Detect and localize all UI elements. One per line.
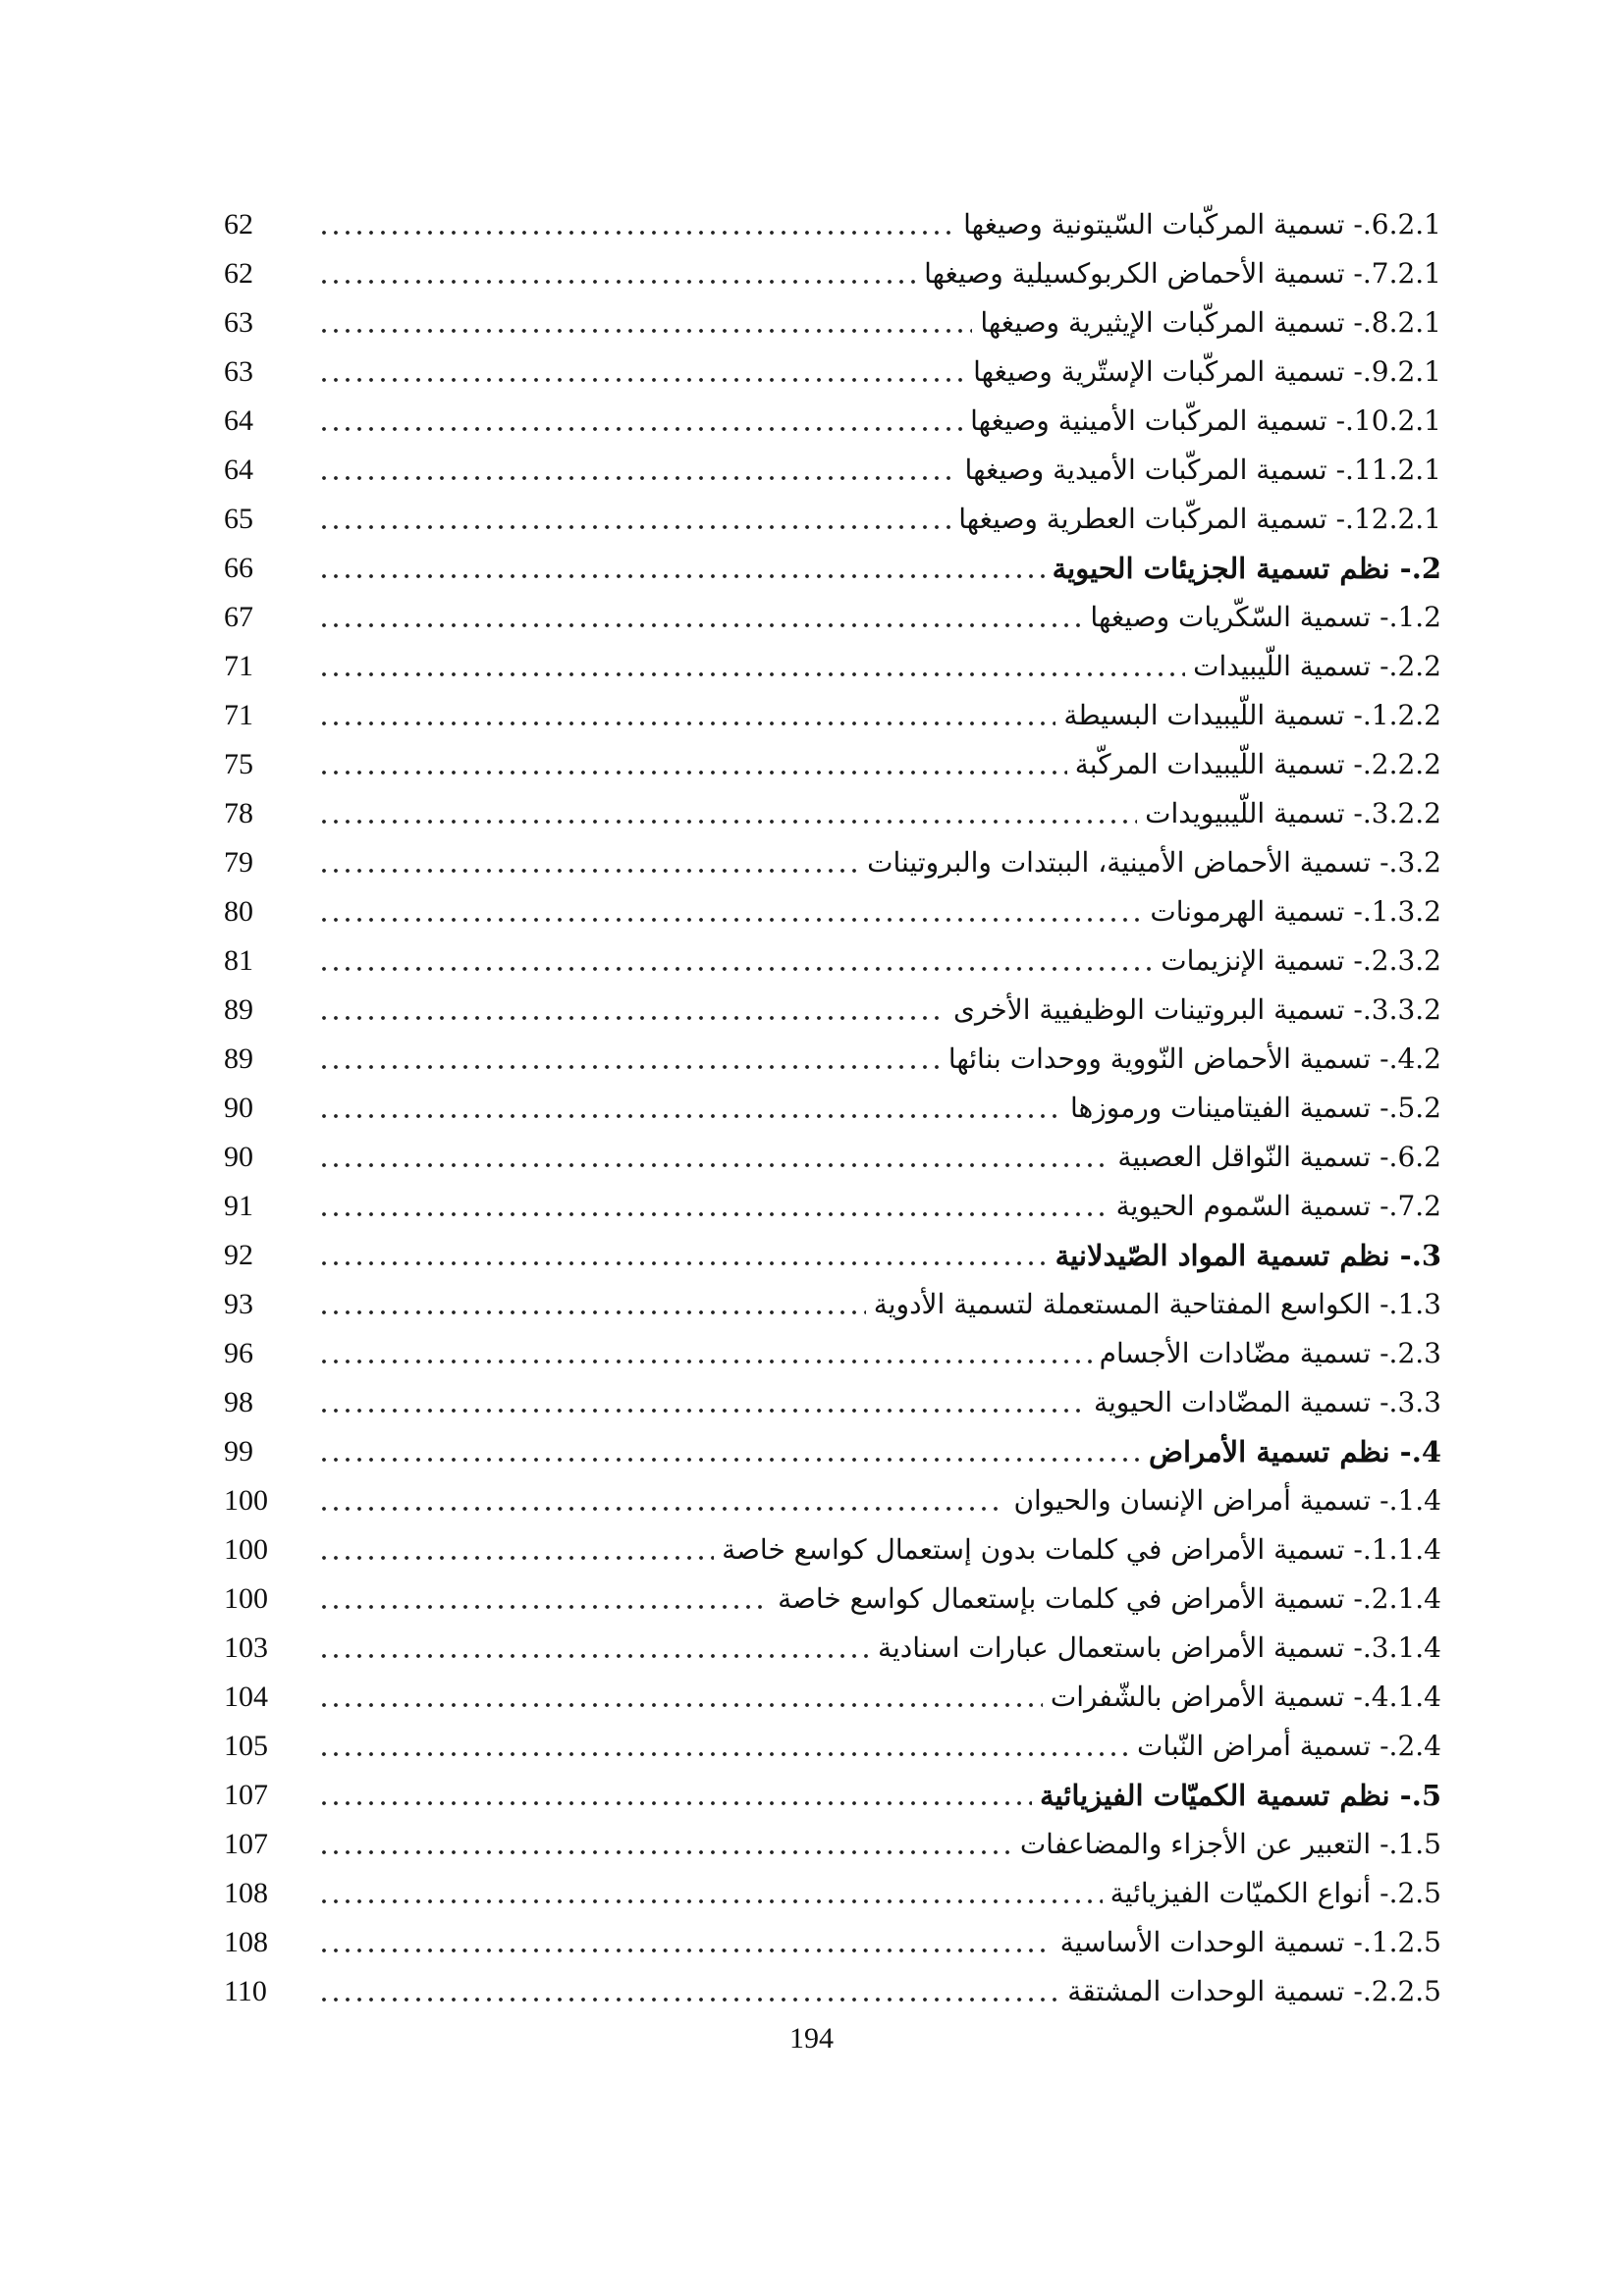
toc-entry	[224, 1575, 1441, 1624]
dot-leader	[318, 1064, 941, 1070]
dot-leader	[318, 1015, 946, 1021]
toc-entry-title: 4.2.- تسمية الأحماض النّووية ووحدات بنائها	[947, 1042, 1441, 1075]
toc-entry	[224, 1624, 1441, 1673]
dot-leader	[318, 1751, 1129, 1757]
toc-entry-page: 62	[224, 208, 253, 240]
toc-entry	[224, 1280, 1441, 1329]
toc-entry	[224, 1967, 1441, 2016]
toc-entry-page: 105	[224, 1730, 268, 1762]
toc-entry-page: 100	[224, 1582, 268, 1615]
toc-entry	[224, 200, 1441, 249]
toc-entry-title: 11.2.1.- تسمية المركّبات الأميدية وصيغها	[964, 454, 1441, 486]
toc-entry-page: 89	[224, 993, 253, 1026]
toc-entry	[224, 397, 1441, 446]
dot-leader	[318, 819, 1137, 825]
toc-entry-page: 75	[224, 748, 253, 780]
dot-leader	[318, 475, 957, 481]
toc-entry-title: 6.2.- تسمية النّواقل العصبية	[1117, 1141, 1441, 1173]
toc-entry	[224, 1133, 1441, 1182]
toc-entry-title: 6.2.1.- تسمية المركّبات السّيتونية وصيغها	[963, 208, 1441, 240]
toc-entry-page: 90	[224, 1141, 253, 1173]
toc-entry-title: 7.2.1.- تسمية الأحماض الكربوكسيلية وصيغها	[924, 257, 1441, 290]
dot-leader	[318, 1997, 1059, 2002]
toc-entry-page: 79	[224, 846, 253, 879]
toc-entry-title: 1.3.- الكواسع المفتاحية المستعملة لتسمية الأدوية	[873, 1288, 1441, 1320]
toc-entry-page: 64	[224, 454, 253, 486]
toc-section-title: 4.- نظم تسمية الأمراض	[1148, 1434, 1441, 1468]
toc-entry-page: 104	[224, 1681, 268, 1713]
toc-entry	[224, 1476, 1441, 1525]
toc-entry-page: 71	[224, 699, 253, 731]
toc-entry-page: 107	[224, 1779, 268, 1811]
toc-entry	[224, 1378, 1441, 1427]
toc-entry	[224, 1329, 1441, 1378]
toc-entry-page: 100	[224, 1484, 268, 1517]
toc-entry	[224, 1525, 1441, 1575]
toc-entry-title: 2.5.- أنواع الكميّات الفيزيائية	[1109, 1877, 1441, 1909]
toc-entry-title: 5.2.- تسمية الفيتامينات ورموزها	[1069, 1092, 1441, 1124]
toc-entry-title: 2.2.2.- تسمية اللّيبيدات المركّبة	[1074, 748, 1441, 780]
toc-entry	[224, 691, 1441, 740]
toc-entry	[224, 593, 1441, 642]
toc-entry-title: 4.1.4.- تسمية الأمراض بالشّفرات	[1050, 1681, 1441, 1713]
dot-leader	[318, 622, 1082, 628]
toc-entry-page: 64	[224, 404, 253, 437]
dot-leader	[318, 1948, 1053, 1953]
toc-entry	[224, 249, 1441, 298]
toc-entry-title: 1.4.- تسمية أمراض الإنسان والحيوان	[1013, 1484, 1441, 1517]
toc-entry-title: 3.3.- تسمية المضّادات الحيوية	[1093, 1386, 1441, 1418]
dot-leader	[318, 1211, 1109, 1217]
toc-entry-page: 92	[224, 1239, 253, 1271]
toc-entry	[224, 1035, 1441, 1084]
toc-entry-page: 103	[224, 1631, 268, 1664]
toc-entry-title: 2.2.- تسمية اللّيبيدات	[1193, 650, 1441, 682]
toc-entry	[224, 1918, 1441, 1967]
dot-leader	[318, 671, 1185, 677]
dot-leader	[318, 917, 1142, 923]
dot-leader	[318, 721, 1055, 726]
toc-entry-page: 91	[224, 1190, 253, 1222]
toc-entry	[224, 642, 1441, 691]
dot-leader	[318, 1408, 1086, 1414]
toc-entry-title: 1.2.2.- تسمية اللّيبيدات البسيطة	[1063, 699, 1441, 731]
dot-leader	[318, 1849, 1012, 1855]
toc-entry-page: 90	[224, 1092, 253, 1124]
toc-entry-title: 3.1.4.- تسمية الأمراض باستعمال عبارات اسنادية	[877, 1631, 1441, 1664]
dot-leader	[318, 1457, 1141, 1463]
toc-entry	[224, 789, 1441, 838]
toc-entry	[224, 298, 1441, 347]
toc-section-heading	[224, 544, 1441, 593]
toc-entry	[224, 1673, 1441, 1722]
toc-entry	[224, 887, 1441, 936]
toc-entry-page: 66	[224, 552, 253, 584]
toc-entry-page: 78	[224, 797, 253, 829]
toc-entry-title: 2.3.- تسمية مضّادات الأجسام	[1099, 1337, 1441, 1369]
toc-entry	[224, 495, 1441, 544]
toc-entry-title: 9.2.1.- تسمية المركّبات الإستّرية وصيغها	[973, 355, 1441, 388]
toc-entry-page: 108	[224, 1926, 268, 1958]
toc-entry-title: 8.2.1.- تسمية المركّبات الإيثيرية وصيغها	[980, 306, 1441, 339]
toc-entry-page: 96	[224, 1337, 253, 1369]
toc-section-title: 3.- نظم تسمية المواد الصّيدلانية	[1055, 1238, 1441, 1272]
toc-entry	[224, 838, 1441, 887]
toc-entry-page: 89	[224, 1042, 253, 1075]
toc-entry-page: 80	[224, 895, 253, 928]
dot-leader	[318, 1800, 1032, 1806]
toc-entry-page: 108	[224, 1877, 268, 1909]
dot-leader	[318, 328, 972, 334]
toc-entry-page: 62	[224, 257, 253, 290]
toc-entry	[224, 1182, 1441, 1231]
toc-entry	[224, 1820, 1441, 1869]
toc-entry-title: 2.2.5.- تسمية الوحدات المشتقة	[1067, 1975, 1441, 2007]
toc-entry-page: 98	[224, 1386, 253, 1418]
toc-section-heading	[224, 1427, 1441, 1476]
toc-section-title: 2.- نظم تسمية الجزيئات الحيوية	[1052, 551, 1441, 585]
dot-leader	[318, 770, 1067, 775]
dot-leader	[318, 1506, 1005, 1512]
toc-entry-page: 63	[224, 306, 253, 339]
toc-entry-title: 3.2.2.- تسمية اللّيبيويدات	[1145, 797, 1441, 829]
dot-leader	[318, 230, 955, 236]
toc-entry-page: 65	[224, 503, 253, 535]
dot-leader	[318, 426, 962, 432]
toc-entry-title: 2.4.- تسمية أمراض النّبات	[1137, 1730, 1441, 1762]
toc-entry	[224, 1722, 1441, 1771]
toc-entry-page: 99	[224, 1435, 253, 1468]
dot-leader	[318, 1555, 714, 1561]
dot-leader	[318, 966, 1153, 972]
dot-leader	[318, 1653, 870, 1659]
toc-section-heading	[224, 1771, 1441, 1820]
toc-entry-page: 110	[224, 1975, 267, 2007]
dot-leader	[318, 1260, 1048, 1266]
dot-leader	[318, 1898, 1103, 1904]
toc-section-title: 5.- نظم تسمية الكميّات الفيزيائية	[1039, 1778, 1441, 1812]
table-of-contents	[224, 200, 1441, 2016]
dot-leader	[318, 868, 859, 874]
toc-entry-page: 67	[224, 601, 253, 633]
toc-entry-title: 1.5.- التعبير عن الأجزاء والمضاعفات	[1019, 1828, 1441, 1860]
toc-section-heading	[224, 1231, 1441, 1280]
toc-entry-title: 10.2.1.- تسمية المركّبات الأمينية وصيغها	[970, 404, 1441, 437]
toc-entry-title: 1.2.5.- تسمية الوحدات الأساسية	[1059, 1926, 1441, 1958]
dot-leader	[318, 1604, 770, 1610]
dot-leader	[318, 1113, 1062, 1119]
toc-entry-title: 1.1.4.- تسمية الأمراض في كلمات بدون إستعمال كواسع خاصة	[722, 1533, 1441, 1566]
toc-entry	[224, 936, 1441, 986]
toc-entry-page: 81	[224, 944, 253, 977]
dot-leader	[318, 1359, 1092, 1364]
dot-leader	[318, 524, 950, 530]
toc-entry-title: 3.2.- تسمية الأحماض الأمينية، الببتدات والبروتينات	[867, 846, 1441, 879]
toc-entry-title: 12.2.1.- تسمية المركّبات العطرية وصيغها	[958, 503, 1441, 535]
toc-entry	[224, 986, 1441, 1035]
toc-entry	[224, 446, 1441, 495]
toc-entry-page: 100	[224, 1533, 268, 1566]
dot-leader	[318, 377, 965, 383]
toc-entry-page: 107	[224, 1828, 268, 1860]
toc-entry	[224, 1084, 1441, 1133]
dot-leader	[318, 279, 916, 285]
dot-leader	[318, 1702, 1043, 1708]
toc-entry-title: 2.1.4.- تسمية الأمراض في كلمات بإستعمال كواسع خاصة	[778, 1582, 1441, 1615]
toc-entry-title: 1.3.2.- تسمية الهرمونات	[1150, 895, 1441, 928]
toc-entry-title: 1.2.- تسمية السّكّريات وصيغها	[1090, 601, 1441, 633]
dot-leader	[318, 1162, 1109, 1168]
page-number: 194	[789, 2022, 834, 2055]
toc-entry	[224, 1869, 1441, 1918]
toc-entry-page: 93	[224, 1288, 253, 1320]
dot-leader	[318, 573, 1045, 579]
toc-entry-title: 2.3.2.- تسمية الإنزيمات	[1161, 944, 1441, 977]
toc-entry-page: 63	[224, 355, 253, 388]
toc-entry	[224, 347, 1441, 397]
toc-entry	[224, 740, 1441, 789]
toc-entry-page: 71	[224, 650, 253, 682]
toc-entry-title: 3.3.2.- تسمية البروتينات الوظيفيية الأخرى	[953, 993, 1441, 1026]
dot-leader	[318, 1309, 866, 1315]
toc-entry-title: 7.2.- تسمية السّموم الحيوية	[1115, 1190, 1441, 1222]
